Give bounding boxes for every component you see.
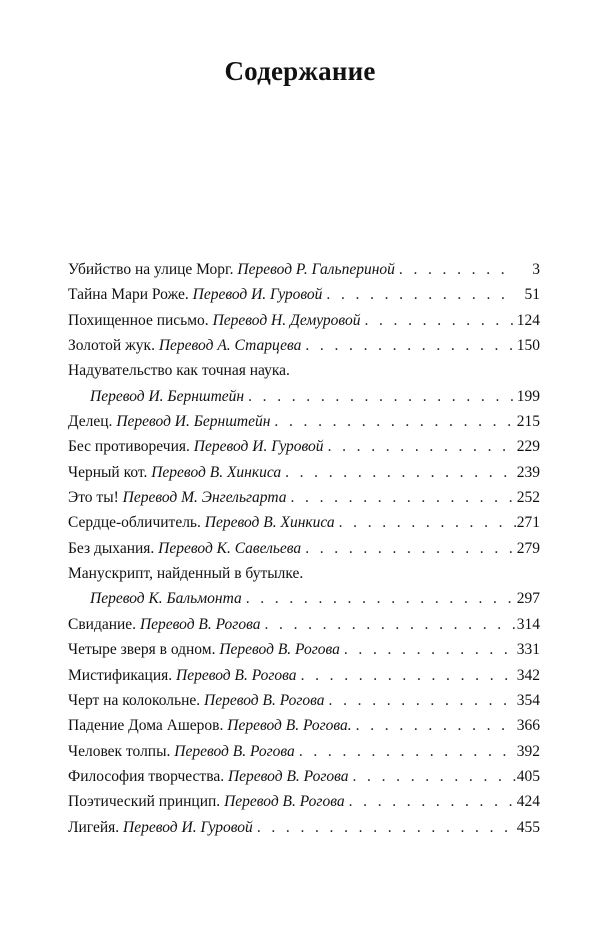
entry-page-number: 366 bbox=[516, 717, 540, 735]
entry-translator: Перевод Р. Гальпериной bbox=[237, 261, 395, 278]
entry-translator: Перевод В. Хинкиса bbox=[204, 514, 335, 532]
toc-entry[interactable] bbox=[68, 739, 540, 764]
entry-title: Падение Дома Ашеров. bbox=[68, 717, 224, 735]
entry-page-number: 124 bbox=[516, 311, 540, 329]
dot-leader bbox=[260, 612, 516, 637]
entry-translator: Перевод И. Гуровой bbox=[123, 818, 253, 836]
toc-entry[interactable] bbox=[68, 637, 540, 662]
toc-entry[interactable] bbox=[68, 536, 540, 561]
dot-leader bbox=[301, 536, 516, 561]
entry-page-number: 455 bbox=[516, 818, 540, 836]
entry-title: Черный кот. bbox=[68, 463, 148, 481]
toc-entry[interactable] bbox=[68, 460, 540, 485]
entry-page-number: 405 bbox=[516, 767, 540, 785]
entry-page-number: 331 bbox=[516, 641, 540, 659]
entry-title: Похищенное письмо. bbox=[68, 311, 209, 329]
dot-leader bbox=[242, 586, 516, 611]
entry-page-number: 354 bbox=[516, 691, 540, 709]
entry-title: Надувательство как точная наука. bbox=[68, 362, 290, 380]
dot-leader bbox=[324, 434, 516, 459]
entry-page-number: 297 bbox=[516, 590, 540, 608]
dot-leader bbox=[297, 663, 516, 688]
entry-translator: Перевод М. Энгельгарта bbox=[122, 489, 287, 507]
dot-leader bbox=[395, 257, 516, 282]
dot-leader bbox=[352, 713, 516, 738]
entry-title: Убийство на улице Морг. bbox=[68, 261, 234, 278]
toc-entry[interactable] bbox=[68, 282, 540, 307]
entry-page-number: 150 bbox=[516, 337, 540, 355]
entry-page-number: 239 bbox=[516, 463, 540, 481]
entry-title: Поэтический принцип. bbox=[68, 793, 221, 811]
entry-translator: Перевод И. Гуровой bbox=[193, 438, 324, 456]
dot-leader bbox=[360, 308, 516, 333]
entry-page-number: 392 bbox=[516, 742, 540, 760]
entry-title: Лигейя. bbox=[68, 818, 120, 836]
dot-leader bbox=[322, 282, 516, 307]
entry-page-number: 51 bbox=[524, 286, 540, 304]
entry-page-number: 3 bbox=[532, 261, 540, 278]
entry-page-number: 424 bbox=[516, 793, 540, 811]
dot-leader bbox=[281, 460, 516, 485]
toc-entry[interactable] bbox=[68, 333, 540, 358]
entry-title: Тайна Мари Роже. bbox=[68, 286, 189, 304]
entry-title: Четыре зверя в одном. bbox=[68, 641, 216, 659]
dot-leader bbox=[340, 637, 516, 662]
entry-page-number: 279 bbox=[516, 539, 540, 557]
entry-page-number: 229 bbox=[516, 438, 540, 456]
toc-entry[interactable] bbox=[68, 510, 540, 535]
toc-entry[interactable] bbox=[68, 713, 540, 738]
entry-translator: Перевод В. Рогова. bbox=[227, 717, 352, 735]
entry-translator: Перевод В. Рогова bbox=[139, 615, 261, 633]
toc-entry[interactable] bbox=[68, 434, 540, 459]
toc-entry[interactable] bbox=[68, 485, 540, 510]
entry-title: Мистификация. bbox=[68, 666, 173, 684]
entry-translator: Перевод В. Хинкиса bbox=[151, 463, 282, 481]
entry-page-number: 215 bbox=[516, 413, 540, 431]
entry-translator: Перевод В. Рогова bbox=[227, 767, 349, 785]
entry-title: Делец. bbox=[68, 413, 113, 431]
dot-leader bbox=[349, 764, 517, 789]
entry-page-number: 252 bbox=[516, 489, 540, 507]
entry-translator: Перевод И. Бернштейн bbox=[90, 387, 245, 405]
toc-entry[interactable] bbox=[68, 308, 540, 333]
toc-entry[interactable] bbox=[68, 612, 540, 637]
entry-translator: Перевод В. Рогова bbox=[219, 641, 340, 659]
entry-translator: Перевод И. Гуровой bbox=[192, 286, 323, 304]
dot-leader bbox=[345, 789, 516, 814]
dot-leader bbox=[270, 409, 516, 434]
table-of-contents bbox=[68, 257, 540, 840]
entry-page-number: 199 bbox=[516, 387, 540, 405]
dot-leader bbox=[325, 688, 516, 713]
entry-title: Бес противоречия. bbox=[68, 438, 190, 456]
entry-page-number: 314 bbox=[516, 615, 540, 633]
entry-title: Свидание. bbox=[68, 615, 137, 633]
entry-translator: Перевод В. Рогова bbox=[224, 793, 345, 811]
entry-title: Черт на колокольне. bbox=[68, 691, 201, 709]
toc-entry[interactable] bbox=[68, 789, 540, 814]
entry-translator: Перевод К. Савельева bbox=[158, 539, 302, 557]
entry-translator: Перевод В. Рогова bbox=[204, 691, 325, 709]
dot-leader bbox=[286, 485, 516, 510]
toc-entry-title-line[interactable] bbox=[68, 358, 540, 383]
toc-entry[interactable] bbox=[68, 663, 540, 688]
dot-leader bbox=[295, 739, 516, 764]
entry-title: Сердце-обличитель. bbox=[68, 514, 201, 532]
toc-entry[interactable] bbox=[68, 409, 540, 434]
entry-page-number: 342 bbox=[516, 666, 540, 684]
entry-title: Человек толпы. bbox=[68, 742, 171, 760]
dot-leader bbox=[253, 815, 516, 840]
entry-translator: Перевод А. Старцева bbox=[158, 337, 302, 355]
entry-translator: Перевод В. Рогова bbox=[176, 666, 297, 684]
dot-leader bbox=[301, 333, 516, 358]
toc-entry[interactable] bbox=[68, 815, 540, 840]
entry-translator: Перевод Н. Демуровой bbox=[212, 311, 361, 329]
dot-leader bbox=[244, 384, 516, 409]
entry-title: Манускрипт, найденный в бутылке. bbox=[68, 565, 304, 583]
entry-page-number: 271 bbox=[516, 514, 540, 532]
entry-title: Без дыхания. bbox=[68, 539, 155, 557]
toc-entry-continuation[interactable] bbox=[68, 586, 540, 611]
entry-title: Философия творчества. bbox=[68, 767, 225, 785]
toc-entry[interactable] bbox=[68, 688, 540, 713]
entry-translator: Перевод К. Бальмонта bbox=[90, 590, 242, 608]
toc-entry-continuation[interactable] bbox=[68, 384, 540, 409]
entry-title: Это ты! bbox=[68, 489, 119, 507]
dot-leader bbox=[335, 510, 516, 535]
entry-translator: Перевод В. Рогова bbox=[174, 742, 295, 760]
toc-entry[interactable] bbox=[68, 257, 540, 282]
entry-title: Золотой жук. bbox=[68, 337, 155, 355]
page-title: Содержание bbox=[224, 56, 376, 86]
entry-translator: Перевод И. Бернштейн bbox=[116, 413, 271, 431]
toc-entry[interactable] bbox=[68, 764, 540, 789]
toc-entry-title-line[interactable] bbox=[68, 561, 540, 586]
